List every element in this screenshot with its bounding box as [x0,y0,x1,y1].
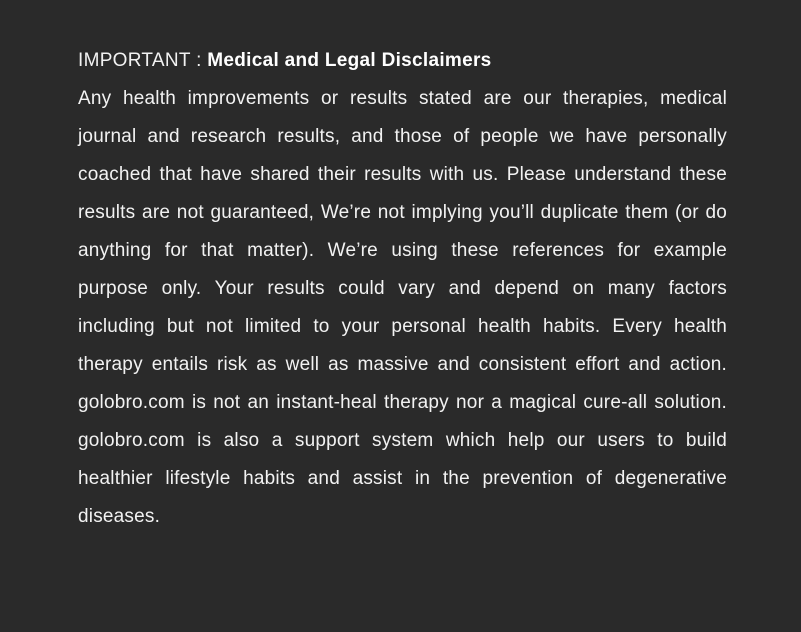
disclaimer-heading-prefix: IMPORTANT : [78,50,208,71]
disclaimer-heading-title: Medical and Legal Disclaimers [207,50,492,71]
disclaimer-body: Any health improvements or results stated are our therapies, medical journal and research results, and those of people we have personally coached that have shared their results with us. Please understand these results are not guaranteed, We’re not implying you’ll duplicate them (or do anything for that matter). We’re using these references for example purpose only. Your results could vary and depend on many factors including but not limited to your personal health habits. Every health therapy entails risk as well as massive and consistent effort and action. golobro.com is not an instant-heal therapy nor a magical cure-all solution. golobro.com is also a support system which help our users to build healthier lifestyle habits and assist in the prevention of degenerative diseases. [78,88,727,527]
disclaimer-heading [78,42,727,80]
